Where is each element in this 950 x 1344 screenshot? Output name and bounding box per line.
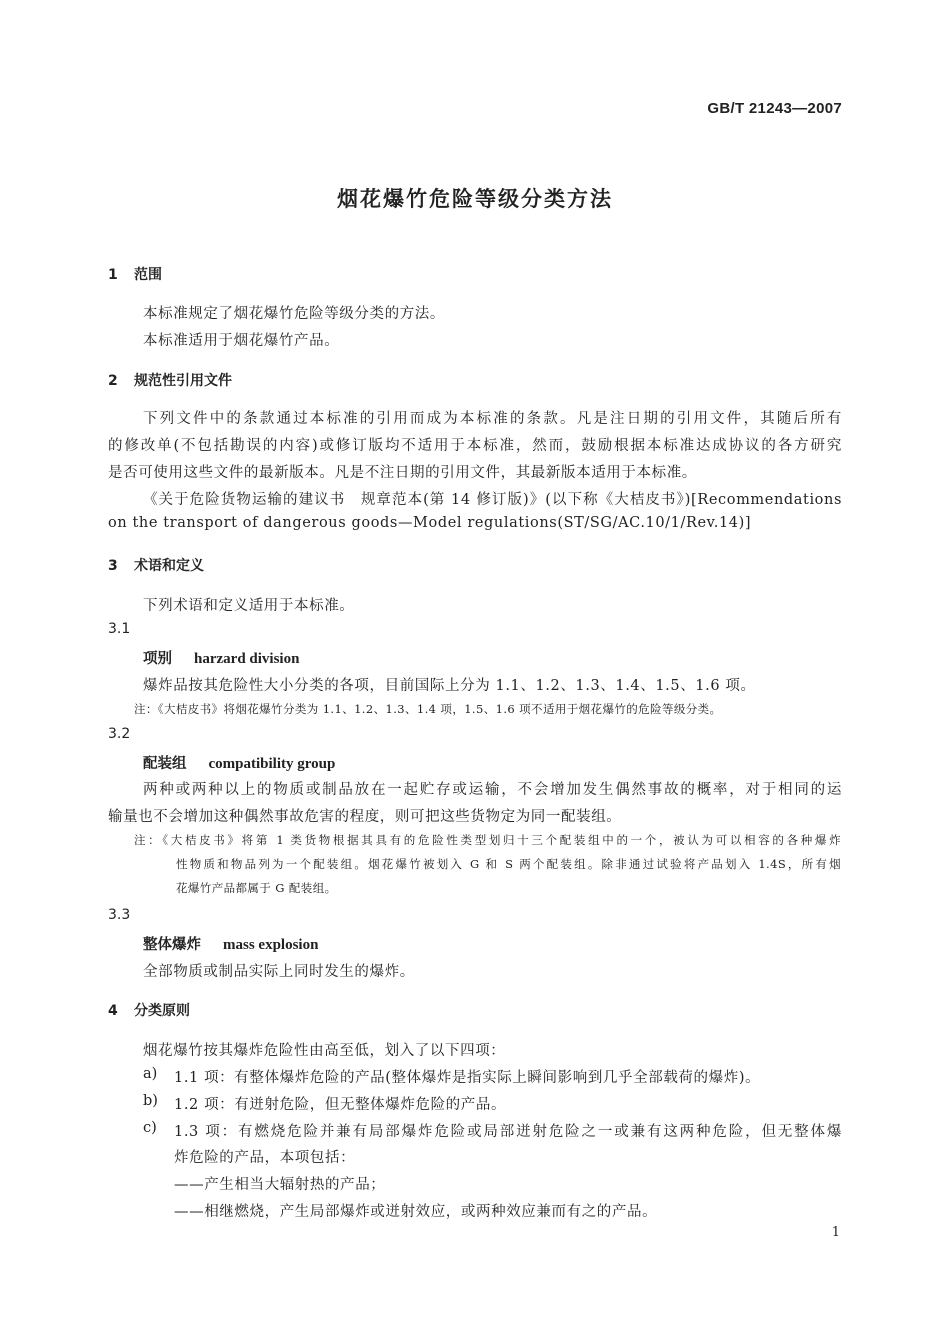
term-en: harzard division xyxy=(194,651,300,667)
note-line: 注：《大桔皮书》将第 1 类货物根据其具有的危险性类型划归十三个配装组中的一个，被认为可以相容的各种爆炸 xyxy=(134,833,841,847)
term-zh: 整体爆炸 xyxy=(143,937,201,953)
reference-line: 《关于危险货物运输的建议书 规章范本(第 14 修订版)》(以下称《大桔皮书》)[Recommendations xyxy=(143,492,842,508)
section-title: 术语和定义 xyxy=(134,558,204,574)
section-3-heading xyxy=(108,555,204,575)
subsection-number: 3.3 xyxy=(108,907,131,923)
section-2-heading xyxy=(108,370,232,390)
list-item-text: 1.3 项：有燃烧危险并兼有局部爆炸危险或局部迸射危险之一或兼有这两种危险，但无整体爆 xyxy=(174,1124,842,1140)
list-label: a) xyxy=(143,1066,158,1082)
section-title: 范围 xyxy=(134,267,162,283)
list-item-text: 1.1 项：有整体爆炸危险的产品(整体爆炸是指实际上瞬间影响到几乎全部载荷的爆炸)。 xyxy=(174,1070,761,1086)
subsection-number: 3.1 xyxy=(108,621,131,637)
dash-item: ——相继燃烧，产生局部爆炸或迸射效应，或两种效应兼而有之的产品。 xyxy=(174,1204,658,1220)
note: 注：《大桔皮书》将烟花爆竹分类为 1.1、1.2、1.3、1.4 项，1.5、1.6 项不适用于烟花爆竹的危险等级分类。 xyxy=(134,702,722,716)
section-number: 3 xyxy=(108,558,118,574)
term-definition-line: 输量也不会增加这种偶然事故危害的程度，则可把这些货物定为同一配装组。 xyxy=(108,809,622,825)
section-number: 1 xyxy=(108,267,118,283)
list-label: c) xyxy=(143,1120,157,1136)
dash-item: ——产生相当大辐射热的产品； xyxy=(174,1177,386,1193)
paragraph-line: 下列文件中的条款通过本标准的引用而成为本标准的条款。凡是注日期的引用文件，其随后所有 xyxy=(143,411,842,427)
term-en: compatibility group xyxy=(208,756,336,772)
section-number: 4 xyxy=(108,1003,118,1019)
paragraph-line: 是否可使用这些文件的最新版本。凡是不注日期的引用文件，其最新版本适用于本标准。 xyxy=(108,465,697,481)
term-definition: 全部物质或制品实际上同时发生的爆炸。 xyxy=(143,964,415,980)
term-zh: 配装组 xyxy=(143,756,187,772)
standard-number: GB/T 21243—2007 xyxy=(707,100,842,117)
paragraph: 本标准规定了烟花爆竹危险等级分类的方法。 xyxy=(143,306,445,322)
list-item-text: 1.2 项：有迸射危险，但无整体爆炸危险的产品。 xyxy=(174,1097,507,1113)
term-heading xyxy=(143,647,299,668)
paragraph: 本标准适用于烟花爆竹产品。 xyxy=(143,333,340,349)
term-heading xyxy=(143,752,335,773)
term-heading xyxy=(143,933,318,954)
section-4-heading xyxy=(108,1000,190,1020)
list-item-text: 炸危险的产品，本项包括： xyxy=(174,1150,356,1166)
paragraph: 烟花爆竹按其爆炸危险性由高至低，划入了以下四项： xyxy=(143,1043,506,1059)
reference-line: on the transport of dangerous goods—Model regulations(ST/SG/AC.10/1/Rev.14)] xyxy=(108,515,752,531)
document-title: 烟花爆竹危险等级分类方法 xyxy=(337,187,613,211)
section-1-heading xyxy=(108,264,162,284)
paragraph-line: 的修改单(不包括勘误的内容)或修订版均不适用于本标准，然而，鼓励根据本标准达成协议的各方研究 xyxy=(108,438,842,454)
page-number: 1 xyxy=(831,1225,840,1240)
note-line: 性物质和物品列为一个配装组。烟花爆竹被划入 G 和 S 两个配装组。除非通过试验将产品划入 1.4S，所有烟 xyxy=(176,857,841,871)
list-label: b) xyxy=(143,1093,158,1109)
note-line: 花爆竹产品都属于 G 配装组。 xyxy=(176,881,337,895)
term-zh: 项别 xyxy=(143,651,172,667)
section-title: 规范性引用文件 xyxy=(134,373,232,389)
section-title: 分类原则 xyxy=(134,1003,190,1019)
term-en: mass explosion xyxy=(223,937,319,953)
term-definition-line: 两种或两种以上的物质或制品放在一起贮存或运输，不会增加发生偶然事故的概率，对于相同的运 xyxy=(143,782,842,798)
section-number: 2 xyxy=(108,373,118,389)
term-definition: 爆炸品按其危险性大小分类的各项，目前国际上分为 1.1、1.2、1.3、1.4、1.5、1.6 项。 xyxy=(143,678,756,694)
paragraph: 下列术语和定义适用于本标准。 xyxy=(143,598,355,614)
subsection-number: 3.2 xyxy=(108,726,131,742)
